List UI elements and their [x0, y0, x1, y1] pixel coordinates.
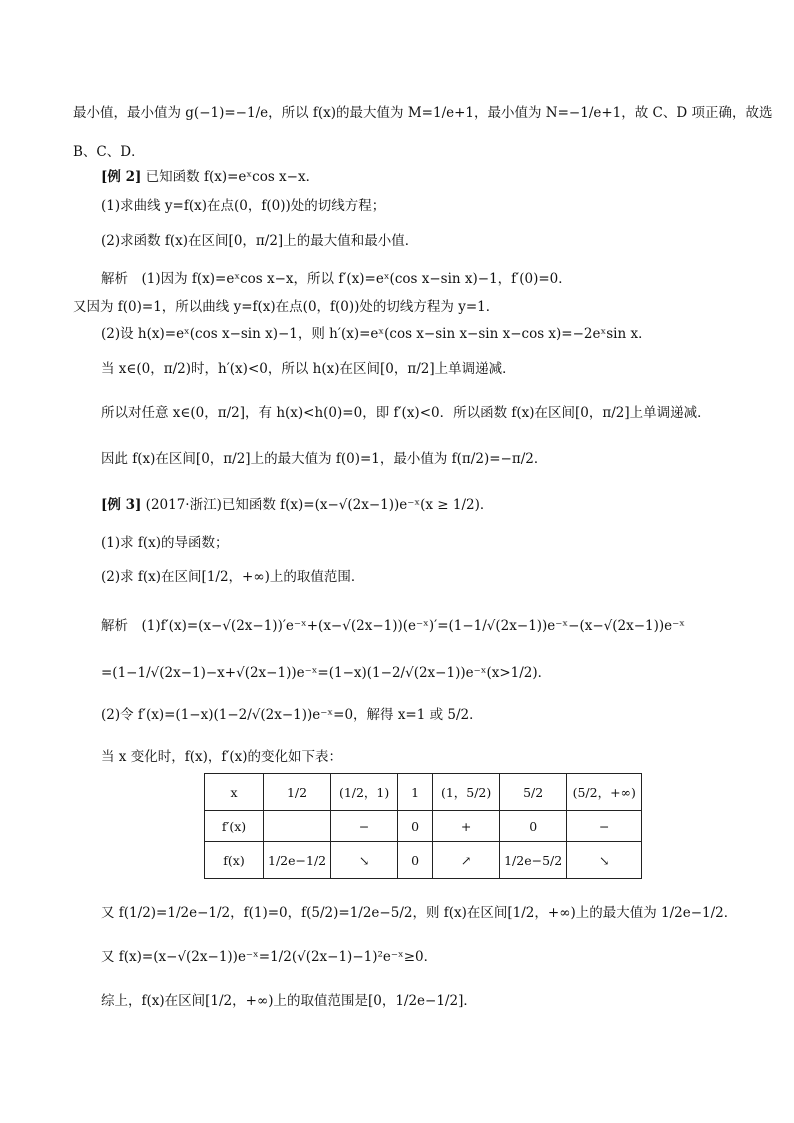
table-cell: −: [331, 811, 398, 842]
text-line-21: 综上，f(x)在区间[1/2，+∞)上的取值范围是[0，1/2e−1/2]．: [101, 993, 477, 1009]
table-cell: 5/2: [500, 774, 567, 811]
table-cell: x: [205, 774, 264, 811]
table-row: [205, 842, 642, 879]
table-cell: ↘: [331, 842, 398, 879]
table-row: [205, 774, 642, 811]
example-3-statement: (2017·浙江)已知函数 f(x)=(x−√(2x−1))e⁻ˣ(x ≥ 1/2)．: [145, 497, 494, 513]
example-3-heading: [101, 496, 493, 514]
text-line-18: 当 x 变化时，f(x)，f′(x)的变化如下表：: [101, 749, 343, 765]
text-line-16: =(1−1/√(2x−1)−x+√(2x−1))e⁻ˣ=(1−x)(1−2/√(2x−1))e⁻ˣ(x>1/2)．: [101, 665, 552, 681]
text-line-15: 解析 (1)f′(x)=(x−√(2x−1))′e⁻ˣ+(x−√(2x−1))(e⁻ˣ)′=(1−1/√(2x−1))e⁻ˣ−(x−√(2x−1))e⁻ˣ: [101, 618, 685, 634]
text-line-10: 所以对任意 x∈(0，π/2]，有 h(x)<h(0)=0，即 f′(x)<0．所以函数 f(x)在区间[0，π/2]上单调递减．: [101, 405, 711, 421]
text-line-7: 又因为 f(0)=1，所以曲线 y=f(x)在点(0，f(0))处的切线方程为 y=1．: [73, 299, 500, 315]
table-cell: 1/2e−5/2: [500, 842, 567, 879]
table-cell: f′(x): [205, 811, 264, 842]
table-cell: 1/2: [264, 774, 331, 811]
text-line-11: 因此 f(x)在区间[0，π/2]上的最大值为 f(0)=1，最小值为 f(π/2)=−π/2．: [101, 451, 548, 467]
example-2-label: [例 2]: [101, 169, 142, 185]
text-line-2: B、C、D．: [73, 144, 145, 160]
table-cell: [264, 811, 331, 842]
text-line-17: (2)令 f′(x)=(1−x)(1−2/√(2x−1))e⁻ˣ=0，解得 x=1 或 5/2．: [101, 707, 483, 723]
example-3-label: [例 3]: [101, 497, 142, 513]
table-cell: 0: [398, 842, 433, 879]
table-cell: 1: [398, 774, 433, 811]
table-cell: f(x): [205, 842, 264, 879]
table-cell: +: [433, 811, 500, 842]
variation-table: [204, 773, 642, 879]
table-cell: ↘: [567, 842, 642, 879]
table-cell: 0: [398, 811, 433, 842]
text-line-20: 又 f(x)=(x−√(2x−1))e⁻ˣ=1/2(√(2x−1)−1)²e⁻ˣ≥0．: [101, 949, 438, 965]
text-line-5: (2)求函数 f(x)在区间[0，π/2]上的最大值和最小值．: [101, 233, 419, 249]
table-cell: (5/2，+∞): [567, 774, 642, 811]
table-cell: −: [567, 811, 642, 842]
text-line-4: (1)求曲线 y=f(x)在点(0，f(0))处的切线方程；: [101, 198, 386, 214]
table-cell: (1/2，1): [331, 774, 398, 811]
example-2-statement: 已知函数 f(x)=eˣcos x−x．: [145, 169, 320, 185]
text-line-19: 又 f(1/2)=1/2e−1/2，f(1)=0，f(5/2)=1/2e−5/2，则 f(x)在区间[1/2，+∞)上的最大值为 1/2e−1/2．: [101, 905, 738, 921]
text-line-13: (1)求 f(x)的导函数；: [101, 535, 229, 551]
text-line-9: 当 x∈(0，π/2)时，h′(x)<0，所以 h(x)在区间[0，π/2]上单调递减．: [101, 361, 516, 377]
example-2-heading: [101, 168, 319, 186]
text-line-6: 解析 (1)因为 f(x)=eˣcos x−x，所以 f′(x)=eˣ(cos x−sin x)−1，f′(0)=0．: [101, 271, 572, 287]
text-line-1: 最小值，最小值为 g(−1)=−1/e，所以 f(x)的最大值为 M=1/e+1，最小值为 N=−1/e+1，故 C、D 项正确，故选: [73, 105, 773, 121]
text-line-14: (2)求 f(x)在区间[1/2，+∞)上的取值范围．: [101, 569, 365, 585]
text-line-8: (2)设 h(x)=eˣ(cos x−sin x)−1，则 h′(x)=eˣ(cos x−sin x−sin x−cos x)=−2eˣsin x．: [101, 326, 652, 342]
table-row: [205, 811, 642, 842]
table-cell: ↗: [433, 842, 500, 879]
table-cell: (1，5/2): [433, 774, 500, 811]
table-cell: 1/2e−1/2: [264, 842, 331, 879]
table-cell: 0: [500, 811, 567, 842]
